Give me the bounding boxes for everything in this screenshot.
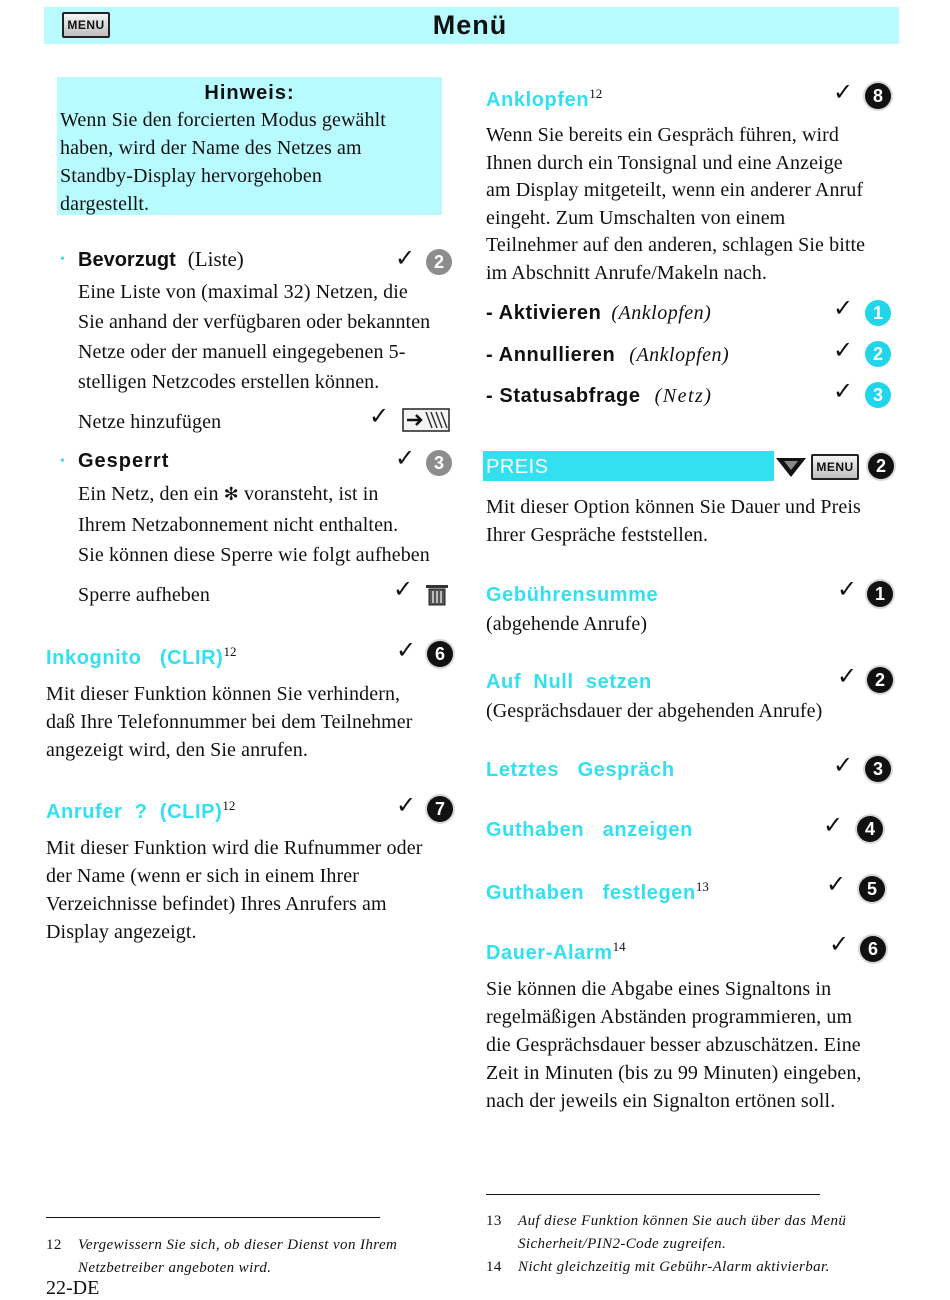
check-icon: ✓ — [833, 294, 854, 322]
check-icon: ✓ — [833, 336, 854, 364]
gesperrt-text: Ein Netz, den ein ✻ voransteht, ist in Ihrem Netzabonnement nicht enthalten. Sie können diese Sperre wie folgt aufheben — [78, 483, 430, 566]
down-arrow-icon — [774, 455, 808, 479]
dauer-alarm-heading: Dauer-Alarm$^{14}$ — [486, 939, 626, 964]
check-icon: ✓ — [837, 662, 858, 690]
bevorzugt-text: Eine Liste von (maximal 32) Netzen, die Sie anhand der verfügbaren oder bekannten Netze oder der manuell eingegebenen 5- stelligen Netzcodes erstellen können. — [78, 281, 431, 393]
letztes-gespraech-heading: Letztes Gespräch — [486, 759, 675, 781]
number-8-icon: 8 — [865, 83, 891, 109]
number-2-icon: 2 — [867, 667, 893, 693]
guthaben-festlegen-heading: Guthaben festlegen$^{13}$ — [486, 879, 709, 904]
star-icon: ✻ — [223, 484, 239, 505]
menu-key-icon: MENU — [62, 12, 110, 38]
number-4-icon: 4 — [857, 816, 883, 842]
check-icon: ✓ — [826, 870, 847, 898]
check-icon: ✓ — [837, 575, 858, 603]
number-5-icon: 5 — [859, 876, 885, 902]
gebuehrensumme-heading: Gebührensumme — [486, 584, 659, 606]
number-2-icon: 2 — [426, 249, 452, 275]
number-1-icon: 1 — [867, 581, 893, 607]
number-7-icon: 7 — [427, 796, 453, 822]
inkognito-heading: Inkognito (CLIR)$^{12}$ — [46, 644, 237, 669]
footnote-divider — [46, 1217, 380, 1218]
check-icon: ✓ — [833, 78, 854, 106]
check-icon: ✓ — [396, 636, 417, 664]
gesperrt-heading: Gesperrt — [78, 450, 170, 472]
check-icon: ✓ — [369, 402, 390, 430]
hint-text: Wenn Sie den forcierten Modus gewählt haben, wird der Name des Netzes am Standby-Display hervorgehoben dargestellt. — [60, 109, 386, 215]
number-2-icon: 2 — [865, 341, 891, 367]
auf-null-setzen-heading: Auf Null setzen — [486, 671, 652, 693]
check-icon: ✓ — [396, 791, 417, 819]
sperre-aufheben-label: Sperre aufheben — [78, 584, 210, 606]
dauer-alarm-text: Sie können die Abgabe eines Signaltons in regelmäßigen Abständen programmieren, um die Gesprächsdauer besser abzuschätzen. Eine Zeit in Minuten (bis zu 99 Minuten) eingeben, nach der jeweils ein Signalton ertönen soll. — [486, 978, 862, 1112]
number-2-icon: 2 — [868, 453, 894, 479]
check-icon: ✓ — [395, 244, 416, 272]
number-1-icon: 1 — [865, 300, 891, 326]
check-icon: ✓ — [833, 377, 854, 405]
footnote-14: 14 Nicht gleichzeitig mit Gebühr-Alarm aktivierbar. — [486, 1259, 830, 1275]
netze-hinzufuegen-label: Netze hinzufügen — [78, 411, 222, 433]
add-network-icon — [402, 408, 450, 432]
footnote-12: 12 Vergewissern Sie sich, ob dieser Dienst von Ihrem Netzbetreiber angeboten wird. — [46, 1237, 398, 1276]
bullet-dot: • — [60, 454, 65, 469]
trash-icon — [424, 582, 450, 606]
inkognito-text: Mit dieser Funktion können Sie verhindern, daß Ihre Telefonnummer bei dem Teilnehmer angezeigt wird, den Sie anrufen. — [46, 683, 413, 761]
bullet-dot: • — [60, 252, 65, 267]
auf-null-setzen-sub: (Gesprächsdauer der abgehenden Anrufe) — [486, 700, 823, 722]
option-annullieren: - Annullieren (Anklopfen) — [486, 344, 730, 366]
preis-title: PREIS — [486, 456, 549, 478]
option-statusabfrage: - Statusabfrage (Netz) — [486, 385, 713, 407]
bevorzugt-heading: Bevorzugt (Liste) — [78, 247, 244, 271]
number-3-icon: 3 — [426, 450, 452, 476]
number-6-icon: 6 — [860, 936, 886, 962]
anrufer-text: Mit dieser Funktion wird die Rufnummer oder der Name (wenn er sich in einem Ihrer Verzeichnisse befindet) Ihres Anrufers am Display angezeigt. — [46, 837, 423, 943]
check-icon: ✓ — [823, 811, 844, 839]
gebuehrensumme-sub: (abgehende Anrufe) — [486, 613, 648, 635]
number-3-icon: 3 — [865, 382, 891, 408]
option-aktivieren: - Aktivieren (Anklopfen) — [486, 302, 712, 324]
footnote-divider — [486, 1194, 820, 1195]
check-icon: ✓ — [393, 575, 414, 603]
check-icon: ✓ — [833, 751, 854, 779]
check-icon: ✓ — [395, 444, 416, 472]
preis-text: Mit dieser Option können Sie Dauer und Preis Ihrer Gespräche feststellen. — [486, 496, 861, 546]
hint-title: Hinweis: — [204, 82, 295, 104]
anklopfen-heading: Anklopfen$^{12}$ — [486, 86, 603, 111]
anrufer-heading: Anrufer ? (CLIP)$^{12}$ — [46, 798, 236, 823]
menu-key-icon: MENU — [811, 454, 859, 480]
number-6-icon: 6 — [427, 641, 453, 667]
footnote-13: 13 Auf diese Funktion können Sie auch über das Menü Sicherheit/PIN2-Code zugreifen. — [486, 1213, 847, 1252]
guthaben-anzeigen-heading: Guthaben anzeigen — [486, 819, 693, 841]
anklopfen-text: Wenn Sie bereits ein Gespräch führen, wird Ihnen durch ein Tonsignal und eine Anzeige am Display mitgeteilt, wenn ein anderer Anruf eingeht. Zum Umschalten von einem Teilnehmer auf den anderen, schlagen Sie bitte im Abschnitt Anrufe/Makeln nach. — [486, 124, 866, 284]
number-3-icon: 3 — [865, 756, 891, 782]
check-icon: ✓ — [829, 930, 850, 958]
page-title: Menü — [432, 10, 508, 40]
page-number: 22-DE — [46, 1277, 100, 1299]
